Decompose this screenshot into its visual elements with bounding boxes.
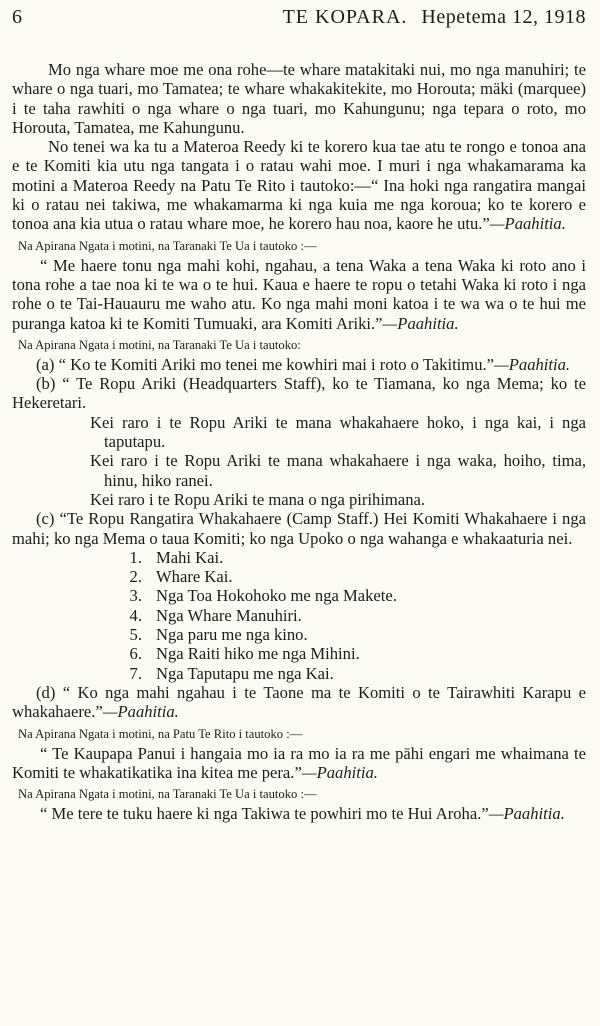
passed-note: —Paahitia.	[301, 762, 378, 782]
resolution-quote	[12, 744, 586, 783]
resolution-item-b	[12, 374, 586, 413]
passed-note: —Paahitia.	[494, 354, 571, 374]
resolution-item-a	[12, 355, 586, 374]
sections-list	[12, 548, 586, 683]
issue-date: Hepetema 12, 1918	[421, 6, 586, 28]
motion-line: Na Apirana Ngata i motini, na Patu Te Rito i tautoko :—	[18, 726, 303, 741]
page-header	[12, 6, 586, 38]
item-label: (c)	[36, 509, 55, 529]
item-text: “ Te Ropu Ariki (Headquarters Staff), ko te Tiamana, ko nga Mema; ko te Hekeretari.	[12, 374, 586, 413]
resolution-item-c	[12, 509, 586, 548]
passed-note: —Paahitia.	[489, 214, 566, 234]
page-number: 6	[12, 6, 23, 28]
list-item: 7. Nga Taputapu me nga Kai.	[129, 663, 334, 683]
motion-line: Na Apirana Ngata i motini, na Taranaki Te Ua i tautoko :—	[18, 238, 317, 253]
motion-line: Na Apirana Ngata i motini, na Taranaki Te Ua i tautoko:	[18, 337, 301, 352]
item-label: (d)	[36, 682, 56, 702]
resolution-quote	[12, 256, 586, 333]
resolution-text: “ Me haere tonu nga mahi kohi, ngahau, a tena Waka a tena Waka ki roto ano i tona rohe a tae noa ki te wa o te hui. Kaua e haere te ropu o tetahi Waka ki roto i nga rohe o te Tai-Hauauru me waho atu. Ko nga mahi moni katoa i te wa wa o te hui me puranga katoa ki te Komiti Tumuaki, ara Komiti Ariki.”	[12, 255, 586, 333]
paragraph-text: No tenei wa ka tu a Materoa Reedy ki te korero kua tae atu te rongo e tonoa ana e te Komiti kia utu nga tangata i o ratau wahi moe. I muri i nga whakamarama ka motini a Materoa Reedy na Patu Te Rito i tautoko:—“ Ina hoki nga rangatira mangai ki o ratau nei takiwa, me whakamarma ki nga kuia me nga koroua; ko te korero e tonoa ana kia utua o ratau whare moe, he korero hau noa, kaore he utu.”	[12, 137, 586, 234]
item-label: (a)	[36, 354, 55, 374]
item-text: “Te Ropu Rangatira Whakahaere (Camp Staff.) Hei Komiti Whakahaere i nga mahi; ko nga Mema o taua Komiti; ko nga Upoko o nga wahanga e whakaaturia nei.	[12, 509, 586, 548]
motion-line: Na Apirana Ngata i motini, na Taranaki Te Ua i tautoko :—	[18, 787, 317, 802]
item-b-line: Kei raro i te Ropu Ariki te mana whakahaere hoko, i nga kai, i nga taputapu.	[90, 412, 586, 452]
list-item: 3. Nga Toa Hokohoko me nga Makete.	[129, 586, 397, 606]
item-b-line: Kei raro i te Ropu Ariki te mana whakahaere i nga waka, hoiho, tima, hinu, hiko ranei.	[90, 451, 586, 490]
article-body	[12, 60, 586, 823]
list-item: 4. Nga Whare Manuhiri.	[129, 605, 302, 625]
passed-note: —Paahitia.	[382, 313, 459, 333]
item-b-line: Kei raro i te Ropu Ariki te mana o nga pirihimana.	[90, 489, 426, 509]
item-text: “ Ko nga mahi ngahau i te Taone ma te Komiti o te Tairawhiti Karapu e whakahaere.”	[12, 682, 586, 722]
paragraph-sleeping-houses: Mo nga whare moe me ona rohe—te whare matakitaki nui, mo nga manuhiri; te whare o nga tuari, mo Tamatea; te whare whakakitekite, mo Horouta; mäki (marquee) i te taha rawhiti o nga whare o nga tuari, mo Kahungunu; nga tepara o roto, mo Horouta, Tamatea, me Kahungunu.	[12, 60, 586, 137]
passed-note: —Paahitia.	[488, 804, 565, 824]
resolution-item-d	[12, 683, 586, 722]
newspaper-title: TE KOPARA.	[282, 6, 408, 28]
list-item: 5. Nga paru me nga kino.	[129, 625, 308, 645]
list-item: 1. Mahi Kai.	[129, 547, 224, 567]
passed-note: —Paahitia.	[102, 702, 179, 722]
list-item: 2. Whare Kai.	[129, 567, 233, 587]
item-text: “ Ko te Komiti Ariki mo tenei me kowhiri mai i roto o Takitimu.”	[58, 354, 495, 374]
list-item: 6. Nga Raiti hiko me nga Mihini.	[129, 644, 360, 664]
paragraph-materoa-reedy	[12, 137, 586, 233]
resolution-text: “ Me tere te tuku haere ki nga Takiwa te powhiri mo te Hui Aroha.”	[40, 804, 489, 824]
item-label: (b)	[36, 374, 56, 394]
resolution-quote	[12, 804, 586, 823]
resolution-text: “ Te Kaupapa Panui i hangaia mo ia ra mo ia ra me pāhi engari me whaimana te Komiti te whakatikatika ina kitea me pera.”	[12, 743, 586, 782]
